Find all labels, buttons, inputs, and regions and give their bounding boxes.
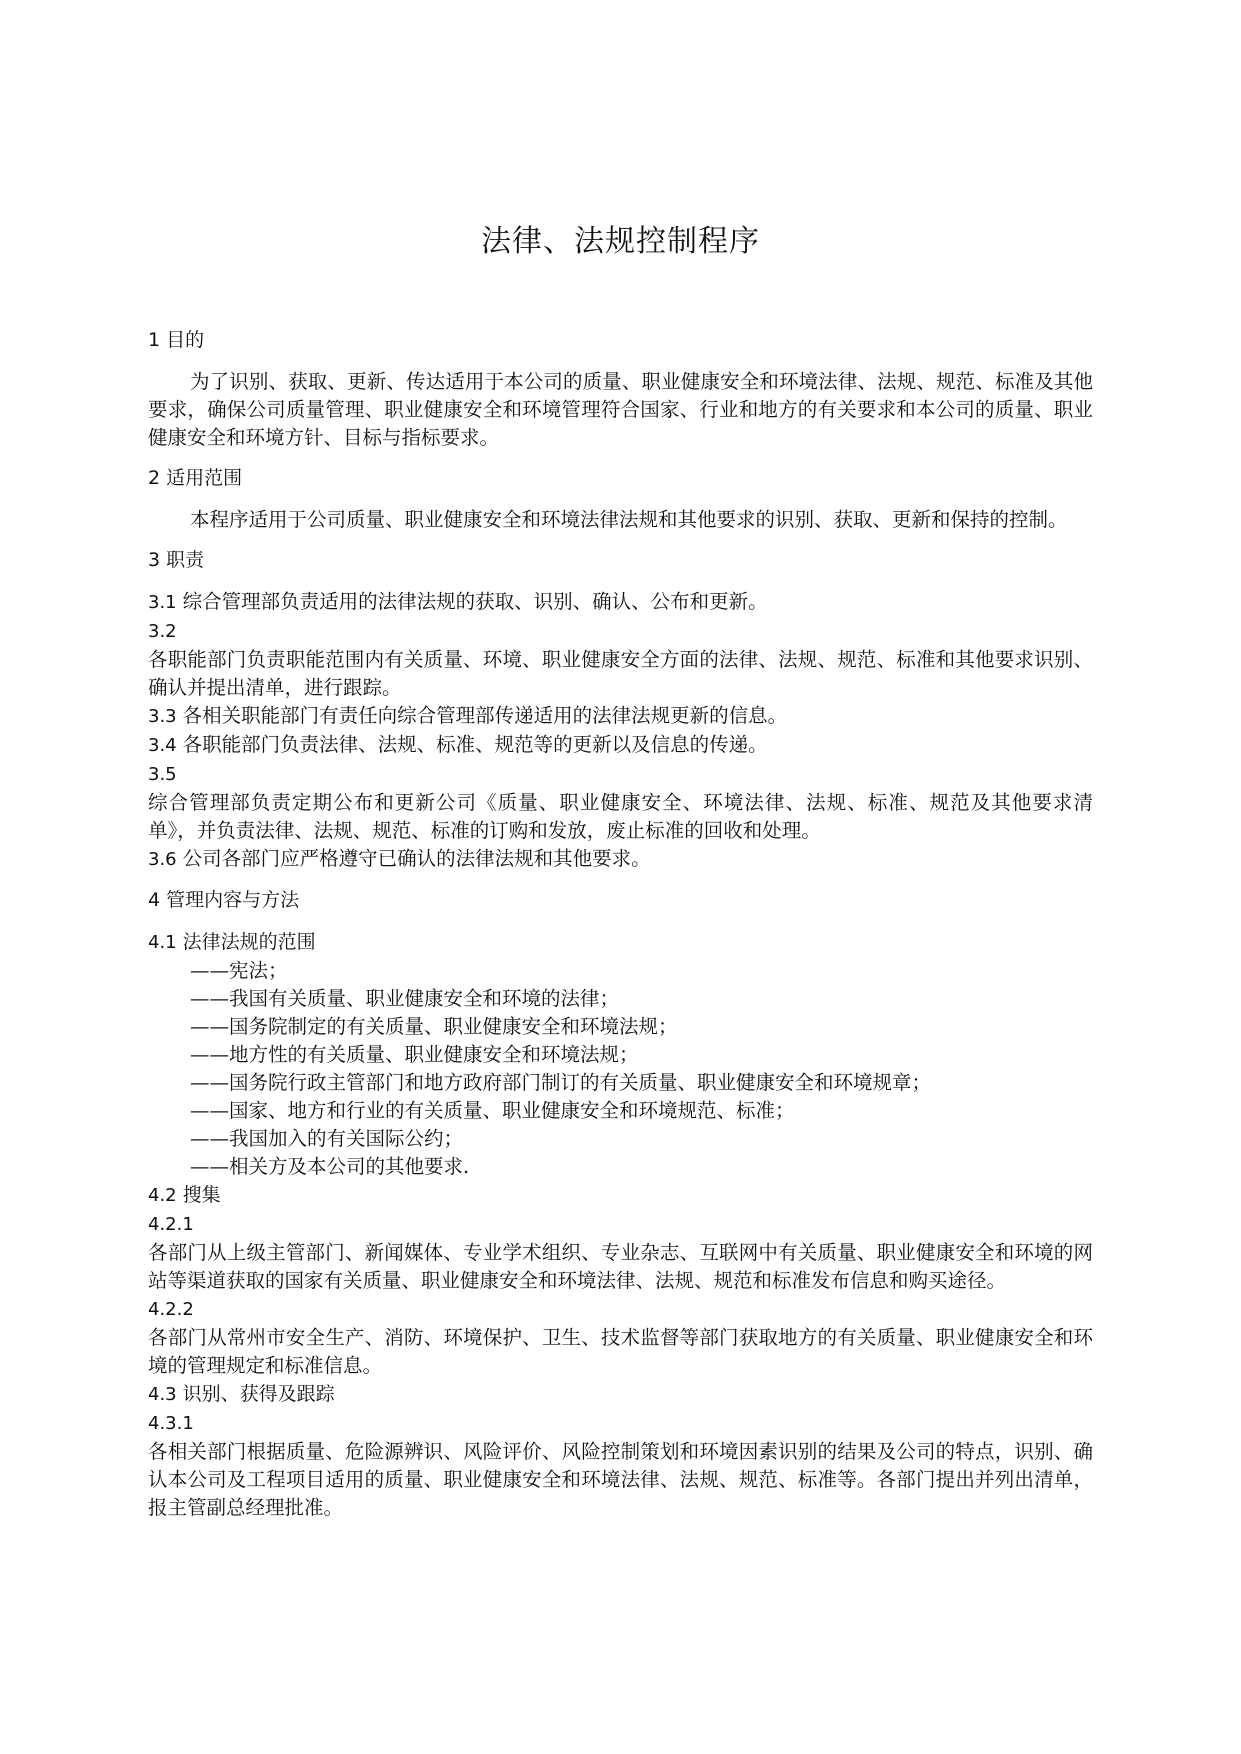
clause-3-5-number	[148, 760, 1093, 789]
section-number: 2	[148, 467, 161, 489]
section-number: 3	[148, 549, 161, 571]
clause-4-2-1-text: 各部门从上级主管部门、新闻媒体、专业学术组织、专业杂志、互联网中有关质量、职业健康安全和环境的网站等渠道获取的国家有关质量、职业健康安全和环境法律、法规、规范和标准发布信息和购买途径。	[148, 1241, 1093, 1292]
clause-4-3-1-number	[148, 1409, 1093, 1438]
clause-number: 3.3	[148, 706, 177, 727]
scope-item-4: ——地方性的有关质量、职业健康安全和环境法规；	[190, 1043, 639, 1066]
subsection-4-2-heading	[148, 1181, 1093, 1210]
clause-4-2-1-number	[148, 1210, 1093, 1239]
clause-text: 综合管理部负责适用的法律法规的获取、识别、确认、公布和更新。	[182, 590, 768, 613]
section-number: 1	[148, 329, 161, 351]
section-3-heading	[148, 546, 1093, 574]
subsection-title: 识别、获得及跟踪	[182, 1383, 335, 1405]
clause-number: 4.3.1	[148, 1413, 194, 1434]
scope-item-8: ——相关方及本公司的其他要求.	[190, 1155, 470, 1178]
clause-4-2-2-number	[148, 1295, 1093, 1324]
document-title: 法律、法规控制程序	[481, 224, 760, 259]
section-1-heading	[148, 326, 1093, 354]
clause-number: 3.6	[148, 849, 177, 870]
subsection-number: 4.3	[148, 1384, 177, 1405]
section-title: 目的	[166, 329, 205, 351]
clause-4-2-2-text: 各部门从常州市安全生产、消防、环境保护、卫生、技术监督等部门获取地方的有关质量、职业健康安全和环境的管理规定和标准信息。	[148, 1326, 1093, 1377]
document-body	[148, 326, 1093, 1522]
clause-3-5-text: 综合管理部负责定期公布和更新公司《质量、职业健康安全、环境法律、法规、标准、规范及其他要求清单》，并负责法律、法规、规范、标准的订购和发放，废止标准的回收和处理。	[148, 791, 1093, 842]
clause-3-2-number	[148, 617, 1093, 646]
section-title: 适用范围	[166, 467, 243, 489]
section-number: 4	[148, 889, 161, 911]
clause-text: 各职能部门负责法律、法规、标准、规范等的更新以及信息的传递。	[182, 733, 768, 756]
scope-item-6: ——国家、地方和行业的有关质量、职业健康安全和环境规范、标准；	[190, 1099, 795, 1122]
clause-text: 公司各部门应严格遵守已确认的法律法规和其他要求。	[182, 847, 651, 870]
clause-text: 各相关职能部门有责任向综合管理部传递适用的法律法规更新的信息。	[182, 704, 788, 727]
clause-number: 3.1	[148, 592, 177, 613]
subsection-title: 搜集	[182, 1184, 221, 1206]
scope-item-3: ——国务院制定的有关质量、职业健康安全和环境法规；	[190, 1015, 678, 1038]
section-2-heading	[148, 464, 1093, 492]
clause-number: 4.2.2	[148, 1299, 194, 1320]
clause-number: 3.5	[148, 764, 177, 785]
section-title: 管理内容与方法	[166, 889, 300, 911]
section-1-paragraph: 为了识别、获取、更新、传达适用于本公司的质量、职业健康安全和环境法律、法规、规范、标准及其他要求，确保公司质量管理、职业健康安全和环境管理符合国家、行业和地方的有关要求和本公司的质量、职业健康安全和环境方针、目标与指标要求。	[148, 370, 1093, 449]
clause-number: 4.2.1	[148, 1214, 194, 1235]
subsection-title: 法律法规的范围	[182, 931, 316, 953]
clause-number: 3.4	[148, 735, 177, 756]
scope-item-7: ——我国加入的有关国际公约；	[190, 1127, 464, 1150]
subsection-number: 4.1	[148, 932, 177, 953]
clause-3-4	[148, 731, 1093, 760]
clause-3-6	[148, 845, 1093, 874]
clause-4-3-1-text: 各相关部门根据质量、危险源辨识、风险评价、风险控制策划和环境因素识别的结果及公司的特点，识别、确认本公司及工程项目适用的质量、职业健康安全和环境法律、法规、规范、标准等。各部门提出并列出清单，报主管副总经理批准。	[148, 1440, 1093, 1519]
scope-item-5: ——国务院行政主管部门和地方政府部门制订的有关质量、职业健康安全和环境规章；	[190, 1071, 932, 1094]
section-4-heading	[148, 886, 1093, 914]
scope-item-1: ——宪法；	[190, 959, 288, 982]
scope-item-2: ——我国有关质量、职业健康安全和环境的法律；	[190, 987, 620, 1010]
subsection-4-3-heading	[148, 1380, 1093, 1409]
clause-3-2-text: 各职能部门负责职能范围内有关质量、环境、职业健康安全方面的法律、法规、规范、标准和其他要求识别、确认并提出清单，进行跟踪。	[148, 648, 1093, 699]
clause-3-3	[148, 702, 1093, 731]
subsection-4-1-heading	[148, 928, 1093, 957]
section-2-paragraph: 本程序适用于公司质量、职业健康安全和环境法律法规和其他要求的识别、获取、更新和保持的控制。	[190, 508, 1068, 531]
clause-number: 3.2	[148, 621, 177, 642]
section-title: 职责	[166, 549, 205, 571]
subsection-number: 4.2	[148, 1185, 177, 1206]
clause-3-1	[148, 588, 1093, 617]
